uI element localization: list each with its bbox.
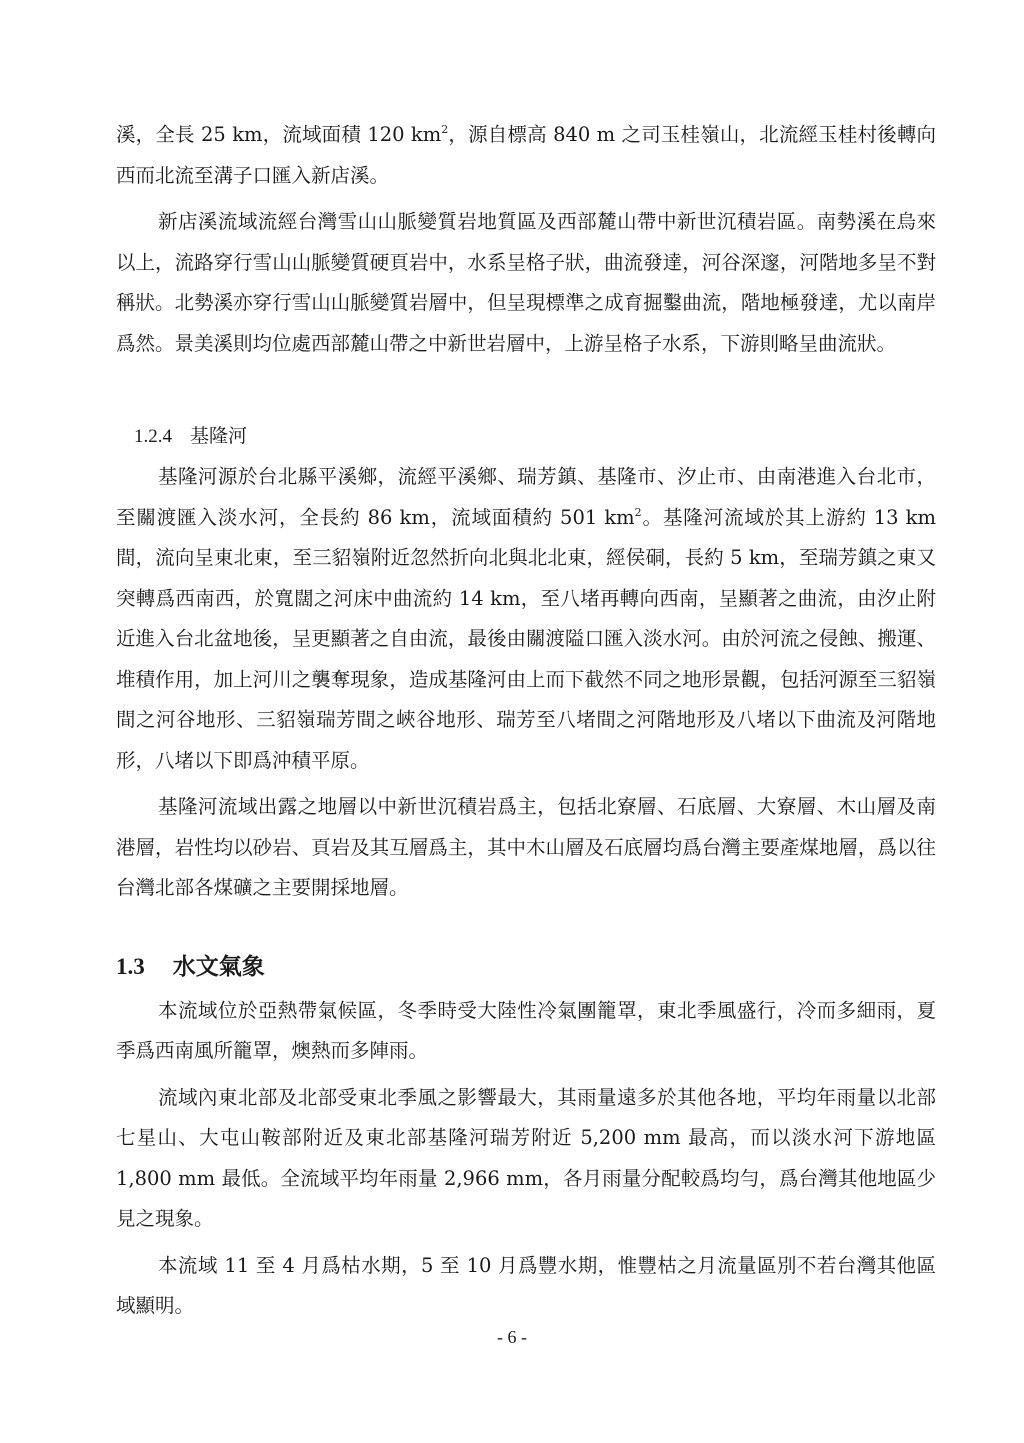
page-body: [116, 115, 936, 1327]
section-heading: [116, 949, 936, 985]
paragraph-keelung-course: 基隆河源於台北縣平溪鄉，流經平溪鄉、瑞芳鎮、基隆市、汐止市、由南港進入台北市，至關渡匯入淡水河，全長約 86 km，流域面積約 501 $km^2$。基隆河流域於其上游約 13 km 間，流向呈東北東，至三貂嶺附近忽然折向北與北北東，經侯硐，長約 5 km，至瑞芳鎮之東又突轉爲西南西，於寬闊之河床中曲流約 14 km，至八堵再轉向西南，呈顯著之曲流，由汐止附近進入台北盆地後，呈更顯著之自由流，最後由關渡隘口匯入淡水河。由於河流之侵蝕、搬運、堆積作用，加上河川之襲奪現象，造成基隆河由上而下截然不同之地形景觀，包括河源至三貂嶺間之河谷地形、三貂嶺瑞芳間之峽谷地形、瑞芳至八堵間之河階地形及八堵以下曲流及河階地形，八堵以下即爲沖積平原。: [116, 465, 936, 772]
paragraph-climate: 本流域位於亞熱帶氣候區，冬季時受大陸性冷氣團籠罩，東北季風盛行，冷而多細雨，夏季爲西南風所籠罩，燠熱而多陣雨。: [116, 998, 936, 1062]
paragraph-xindian-geology: 新店溪流域流經台灣雪山山脈變質岩地質區及西部麓山帶中新世沉積岩區。南勢溪在烏來以上，流路穿行雪山山脈變質硬頁岩中，水系呈格子狀，曲流發達，河谷深邃，河階地多呈不對稱狀。北勢溪亦穿行雪山山脈變質岩層中，但呈現標準之成育掘鑿曲流，階地極發達，尤以南岸爲然。景美溪則均位處西部麓山帶之中新世岩層中，上游呈格子水系，下游則略呈曲流狀。: [116, 210, 936, 355]
section-title: 水文氣象: [172, 952, 265, 980]
paragraph-keelung-geology: 基隆河流域出露之地層以中新世沉積岩爲主，包括北寮層、石底層、大寮層、木山層及南港層，岩性均以砂岩、頁岩及其互層爲主，其中木山層及石底層均爲台灣主要產煤地層，爲以往台灣北部各煤礦之主要開採地層。: [116, 795, 936, 899]
paragraph-rainfall: 流域內東北部及北部受東北季風之影響最大，其雨量遠多於其他各地，平均年雨量以北部七星山、大屯山鞍部附近及東北部基隆河瑞芳附近 5,200 mm 最高，而以淡水河下游地區 1,800 mm 最低。全流域平均年雨量 2,966 mm，各月雨量分配較爲均勻，爲台灣其他地區少見之現象。: [116, 1085, 936, 1230]
page-number: - 6 -: [497, 1327, 527, 1347]
section-number: 1.3: [116, 953, 145, 979]
subsection-heading: [134, 418, 936, 455]
subsection-title: 基隆河: [190, 425, 248, 447]
paragraph-jingmei-river: 溪，全長 25 km，流域面積 120 $km^2$，源自標高 840 m 之司玉桂嶺山，北流經玉桂村後轉向西而北流至溝子口匯入新店溪。: [116, 123, 936, 187]
paragraph-seasons: 本流域 11 至 4 月爲枯水期，5 至 10 月爲豐水期，惟豐枯之月流量區別不若台灣其他區域顯明。: [116, 1253, 936, 1317]
subsection-number: 1.2.4: [134, 426, 172, 447]
superscript-2: 2: [634, 505, 642, 519]
superscript-2: 2: [441, 123, 449, 136]
